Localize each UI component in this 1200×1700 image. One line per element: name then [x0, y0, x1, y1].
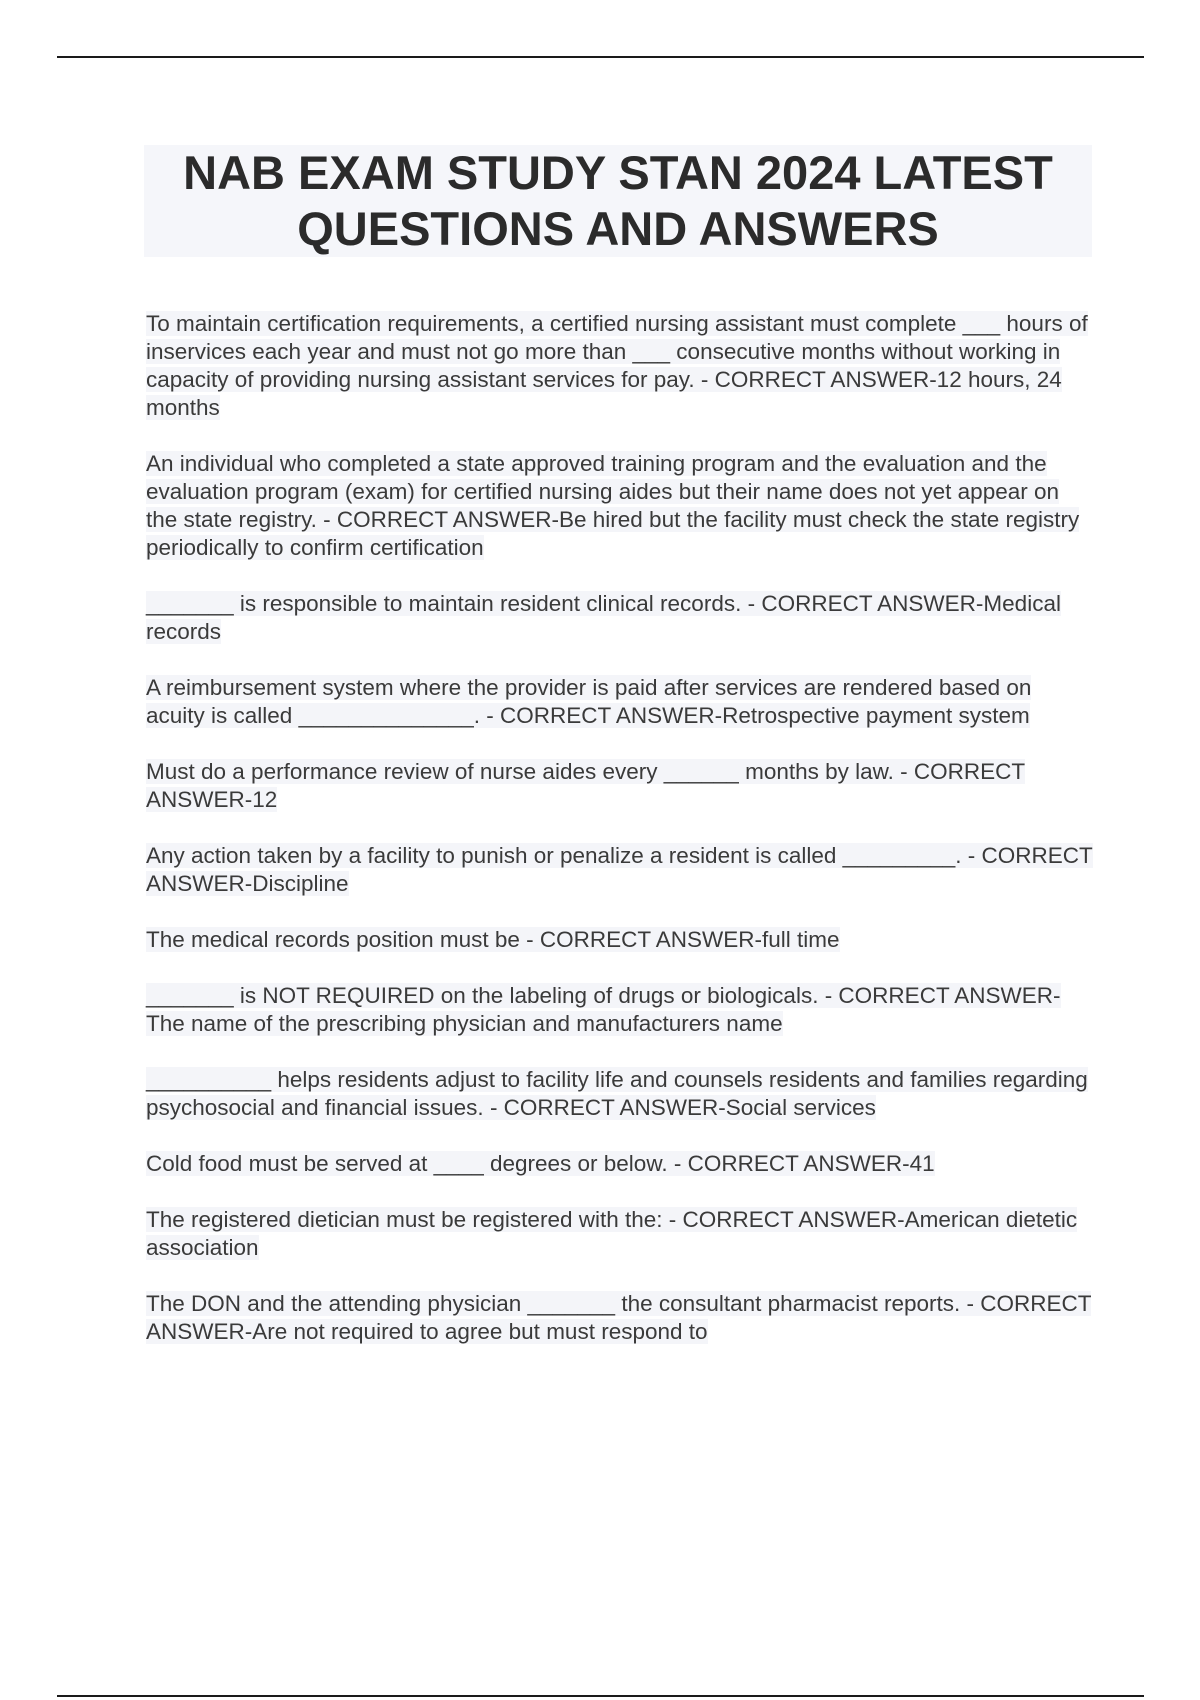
- qa-item-11: [146, 1206, 1096, 1262]
- qa-item-8: [146, 982, 1096, 1038]
- qa-text: To maintain certification requirements, a certified nursing assistant must complete ___ hours of inservices each year and must not go more than ___ consecutive months without working in capacity of providing nursing assistant services for pay. - CORRECT ANSWER-12 hours, 24 months: [146, 311, 1088, 420]
- qa-item-1: [146, 310, 1096, 422]
- qa-text: __________ helps residents adjust to facility life and counsels residents and families regarding psychosocial and financial issues. - CORRECT ANSWER-Social services: [146, 1067, 1088, 1120]
- qa-item-2: [146, 450, 1096, 562]
- qa-item-9: [146, 1066, 1096, 1122]
- qa-text: The registered dietician must be registered with the: - CORRECT ANSWER-American dietetic association: [146, 1207, 1078, 1260]
- qa-text: Any action taken by a facility to punish or penalize a resident is called _________. - CORRECT ANSWER-Discipline: [146, 843, 1093, 896]
- qa-text: Must do a performance review of nurse aides every ______ months by law. - CORRECT ANSWER-12: [146, 759, 1026, 812]
- qa-text: Cold food must be served at ____ degrees or below. - CORRECT ANSWER-41: [146, 1151, 935, 1176]
- document-title: [183, 145, 1053, 257]
- qa-text: The DON and the attending physician _______ the consultant pharmacist reports. - CORRECT ANSWER-Are not required to agree but must respond to: [146, 1291, 1092, 1344]
- qa-text: _______ is NOT REQUIRED on the labeling of drugs or biologicals. - CORRECT ANSWER-The name of the prescribing physician and manufacturers name: [146, 983, 1061, 1036]
- qa-text: The medical records position must be - CORRECT ANSWER-full time: [146, 927, 840, 952]
- qa-item-4: [146, 674, 1096, 730]
- document-title-line-1: NAB EXAM STUDY STAN 2024 LATEST: [183, 146, 1053, 199]
- qa-item-10: [146, 1150, 1096, 1178]
- question-answer-list: [146, 310, 1096, 1374]
- bottom-divider: [57, 1695, 1144, 1697]
- document-title-block: [144, 145, 1092, 257]
- qa-text: An individual who completed a state approved training program and the evaluation and the evaluation program (exam) for certified nursing aides but their name does not yet appear on the state registry. - CORRECT ANSWER-Be hired but the facility must check the state registry periodically to confirm certification: [146, 451, 1080, 560]
- top-divider: [57, 56, 1144, 58]
- qa-text: A reimbursement system where the provider is paid after services are rendered based on acuity is called ______________. - CORRECT ANSWER-Retrospective payment system: [146, 675, 1032, 728]
- qa-text: _______ is responsible to maintain resident clinical records. - CORRECT ANSWER-Medical records: [146, 591, 1061, 644]
- qa-item-12: [146, 1290, 1096, 1346]
- qa-item-6: [146, 842, 1096, 898]
- qa-item-5: [146, 758, 1096, 814]
- document-title-line-2: QUESTIONS AND ANSWERS: [297, 202, 939, 255]
- qa-item-3: [146, 590, 1096, 646]
- qa-item-7: [146, 926, 1096, 954]
